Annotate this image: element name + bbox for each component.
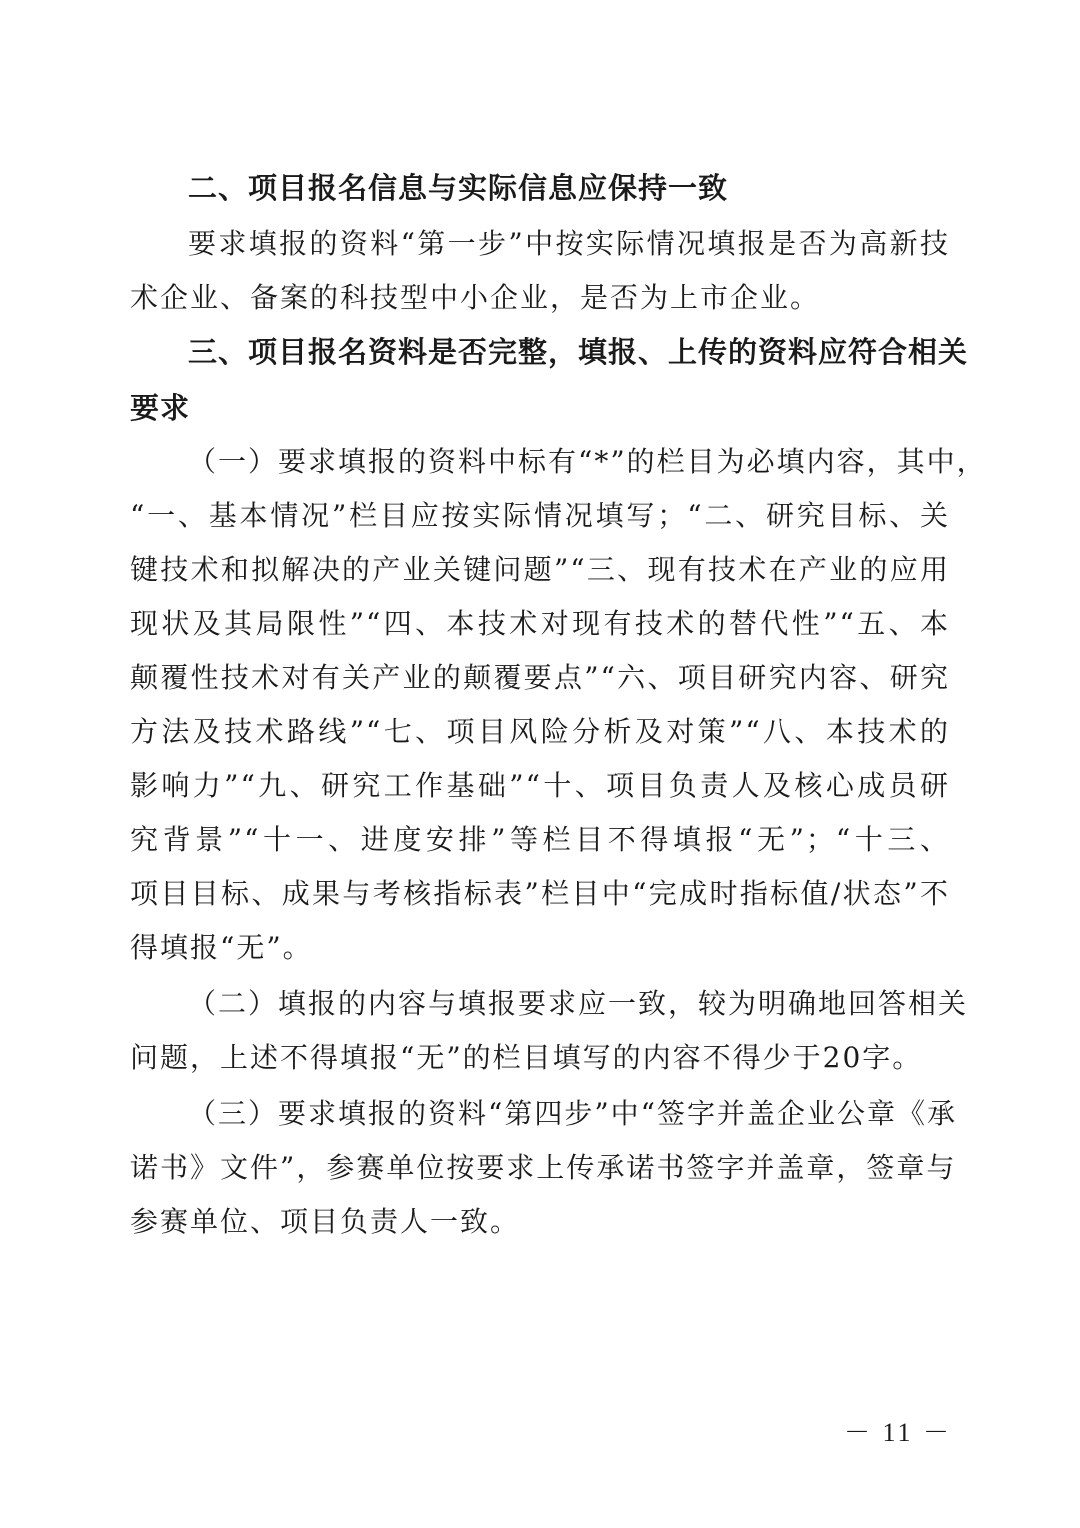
paragraph-line: 要求填报的资料“第一步”中按实际情况填报是否为高新技 — [188, 227, 950, 260]
section-heading-2: 二、项目报名信息与实际信息应保持一致 — [188, 171, 729, 205]
page-number: － 11 － — [843, 1418, 952, 1447]
paragraph-line: 术企业、备案的科技型中小企业，是否为上市企业。 — [130, 281, 821, 314]
paragraph-line: 键技术和拟解决的产业关键问题”“三、现有技术在产业的应用 — [130, 553, 950, 586]
paragraph-line: 问题，上述不得填报“无”的栏目填写的内容不得少于20字。 — [130, 1041, 923, 1074]
paragraph-line: 方法及技术路线”“七、项目风险分析及对策”“八、本技术的 — [130, 715, 950, 748]
paragraph-line: 影响力”“九、研究工作基础”“十、项目负责人及核心成员研 — [130, 769, 950, 802]
paragraph-line: 参赛单位、项目负责人一致。 — [130, 1205, 521, 1238]
paragraph-line: （二）填报的内容与填报要求应一致，较为明确地回答相关 — [188, 987, 969, 1020]
section-heading-3: 三、项目报名资料是否完整，填报、上传的资料应符合相关 — [188, 335, 969, 369]
paragraph-line: 现状及其局限性”“四、本技术对现有技术的替代性”“五、本 — [130, 607, 950, 640]
paragraph-line: 项目目标、成果与考核指标表”栏目中“完成时指标值/状态”不 — [130, 877, 950, 910]
paragraph-line: “一、基本情况”栏目应按实际情况填写；“二、研究目标、关 — [130, 499, 950, 532]
paragraph-line: 颠覆性技术对有关产业的颠覆要点”“六、项目研究内容、研究 — [130, 661, 950, 694]
section-heading-3-cont: 要求 — [130, 391, 191, 425]
paragraph-line: （一）要求填报的资料中标有“*”的栏目为必填内容，其中， — [188, 445, 987, 478]
paragraph-line: （三）要求填报的资料“第四步”中“签字并盖企业公章《承 — [188, 1097, 957, 1130]
paragraph-line: 究背景”“十一、进度安排”等栏目不得填报“无”；“十三、 — [130, 823, 950, 856]
paragraph-line: 得填报“无”。 — [130, 931, 313, 964]
paragraph-line: 诺书》文件”，参赛单位按要求上传承诺书签字并盖章，签章与 — [130, 1151, 957, 1184]
